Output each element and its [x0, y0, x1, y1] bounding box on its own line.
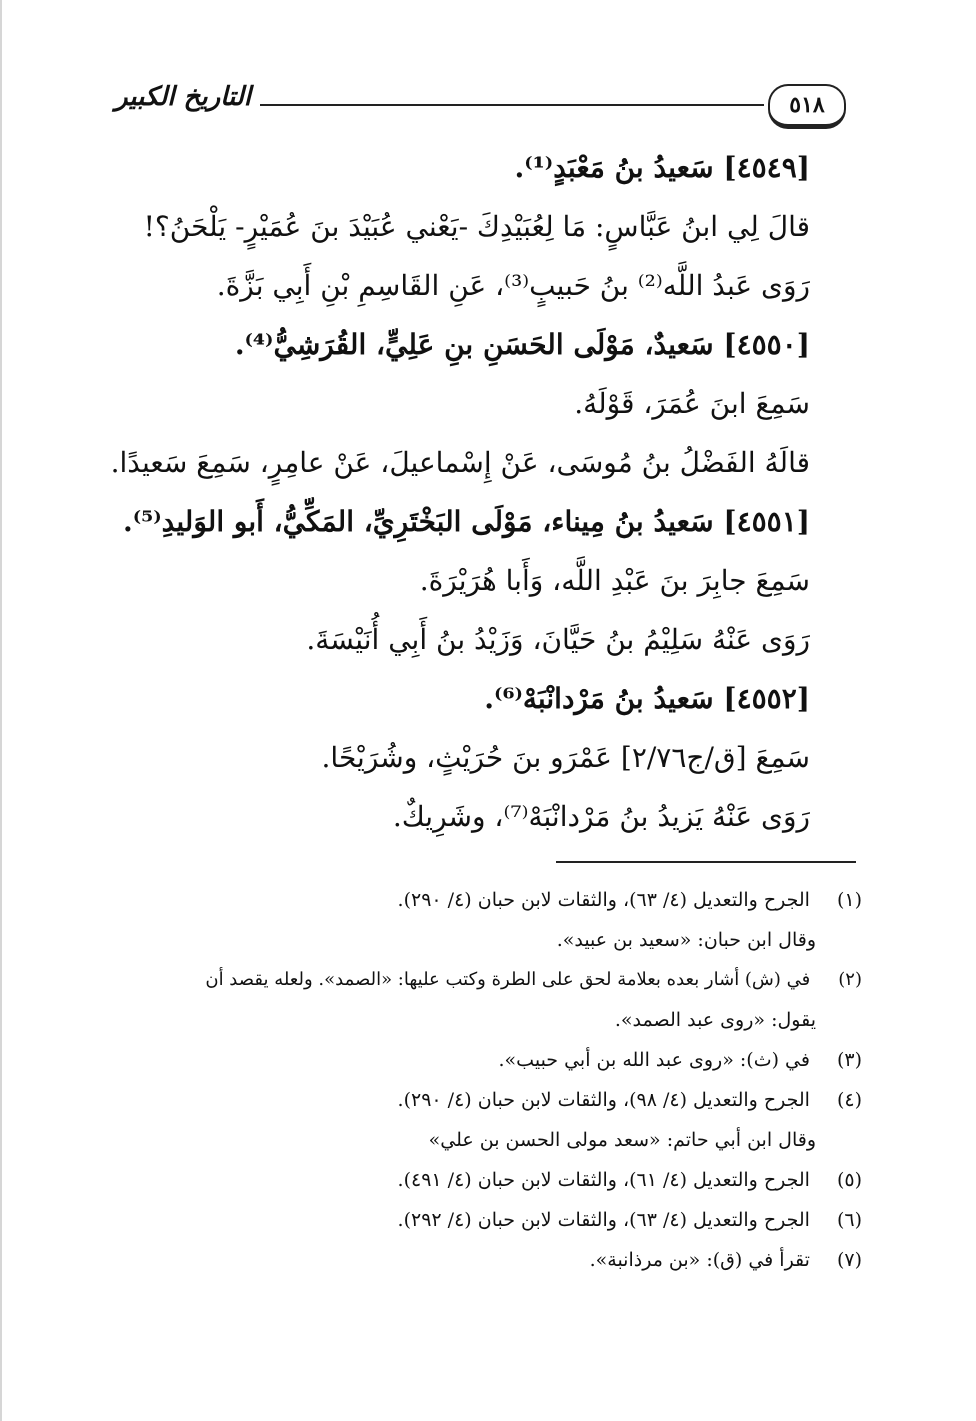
book-title: التاريخ الكبير	[114, 82, 252, 112]
footnote-line	[106, 960, 862, 1000]
text-line: رَوَى عَنْهُ سَلِيْمُ بنُ حَيَّانَ، وَزَيْدُ بنُ أَبِي أُنَيْسَةَ.	[306, 623, 810, 656]
text-line: سَمِعَ جابِرَ بنَ عَبْدِ اللَّه، وَأَبا هُرَيْرَةَ.	[419, 564, 810, 597]
header-rule	[260, 104, 764, 106]
footnote-number: (٤)	[836, 1089, 862, 1111]
entry-heading: [٤٥٥٠] سَعيدٌ، مَوْلَى الحَسَنِ بنِ عَلِيٍّ، القُرَشِيُّ⁽⁴⁾.	[234, 328, 810, 361]
footnote-line	[106, 1200, 862, 1240]
page-number: ٥١٨	[768, 84, 846, 129]
text-line: رَوَى عَبدُ اللَّه⁽²⁾ بنُ حَبيبٍ⁽³⁾، عَنِ القَاسِمِ بْنِ أَبِي بَزَّةَ.	[216, 269, 810, 302]
footnote-separator	[556, 861, 856, 863]
footnote-text: الجرح والتعديل (٤/ ٦١)، والثقات لابن حبان (٤/ ٤٩١).	[397, 1169, 810, 1191]
footnote-number: (٣)	[836, 1049, 862, 1071]
footnote-line	[106, 1040, 862, 1080]
page-edge	[0, 0, 2, 1421]
footnote-line	[106, 1080, 862, 1120]
text-line: رَوَى عَنْهُ يَزيدُ بنُ مَرْدانْبَهْ⁽⁷⁾، وشَرِيكٌ.	[392, 800, 810, 833]
footnote-line	[106, 880, 862, 920]
footnote-line: يقول: «روى عبد الصمد».	[614, 1009, 816, 1031]
entry-heading: [٤٥٥٢] سَعيدُ بنُ مَرْدانْبَهْ⁽⁶⁾.	[484, 682, 810, 715]
footnote-text: الجرح والتعديل (٤/ ٩٨)، والثقات لابن حبان (٤/ ٢٩٠).	[397, 1089, 810, 1111]
entry-heading: [٤٥٤٩] سَعيدُ بنُ مَعْبَدٍ⁽¹⁾.	[514, 151, 810, 184]
footnote-text: الجرح والتعديل (٤/ ٦٣)، والثقات لابن حبان (٤/ ٢٩٢).	[397, 1209, 810, 1231]
footnote-text: تقرأ في (ق): «بن مرذانبة».	[589, 1249, 810, 1271]
footnote-text: الجرح والتعديل (٤/ ٦٣)، والثقات لابن حبان (٤/ ٢٩٠).	[397, 889, 810, 911]
entry-heading: [٤٥٥١] سَعيدُ بنُ مِيناء، مَوْلَى البَخْتَرِيِّ، المَكِّيُّ، أَبو الوَليدِ⁽⁵⁾.	[122, 505, 810, 538]
footnote-line: وقال ابن أبي حاتم: «سعد مولى الحسن بن علي»	[428, 1129, 816, 1151]
footnote-line: وقال ابن حبان: «سعيد بن عبيد».	[556, 929, 816, 951]
footnotes	[106, 880, 862, 1280]
footnote-number: (١)	[836, 889, 862, 911]
footnote-line	[106, 1240, 862, 1280]
running-header	[110, 78, 850, 128]
footnote-number: (٢)	[838, 969, 862, 990]
text-line: سَمِعَ ابنَ عُمَرَ، قَوْلَهُ.	[574, 387, 810, 420]
footnote-number: (٦)	[836, 1209, 862, 1231]
footnote-number: (٧)	[836, 1249, 862, 1271]
text-line: قالَهُ الفَضْلُ بنُ مُوسَى، عَنْ إِسْماعيلَ، عَنْ عامِرٍ، سَمِعَ سَعيدًا.	[110, 446, 810, 479]
footnote-text: في (ش) أشار بعده بعلامة لحق على الطرة وكتب عليها: «الصمد». ولعله يقصد أن	[205, 969, 811, 990]
text-line: قالَ لِي ابنُ عَبَّاسٍ: مَا لِعُبَيْدِكَ -يَعْني عُبَيْدَ بنَ عُمَيْرٍ- يَلْحَنُ؟!	[143, 210, 810, 243]
footnote-number: (٥)	[836, 1169, 862, 1191]
footnote-text: في (ث): «روى عبد الله بن أبي حبيب».	[498, 1049, 810, 1071]
text-line: سَمِعَ [ق/ج٢/٧٦] عَمْرَو بنَ حُرَيْثٍ، وشُرَيْحًا.	[321, 741, 810, 774]
main-text	[110, 138, 810, 846]
footnote-line	[106, 1160, 862, 1200]
